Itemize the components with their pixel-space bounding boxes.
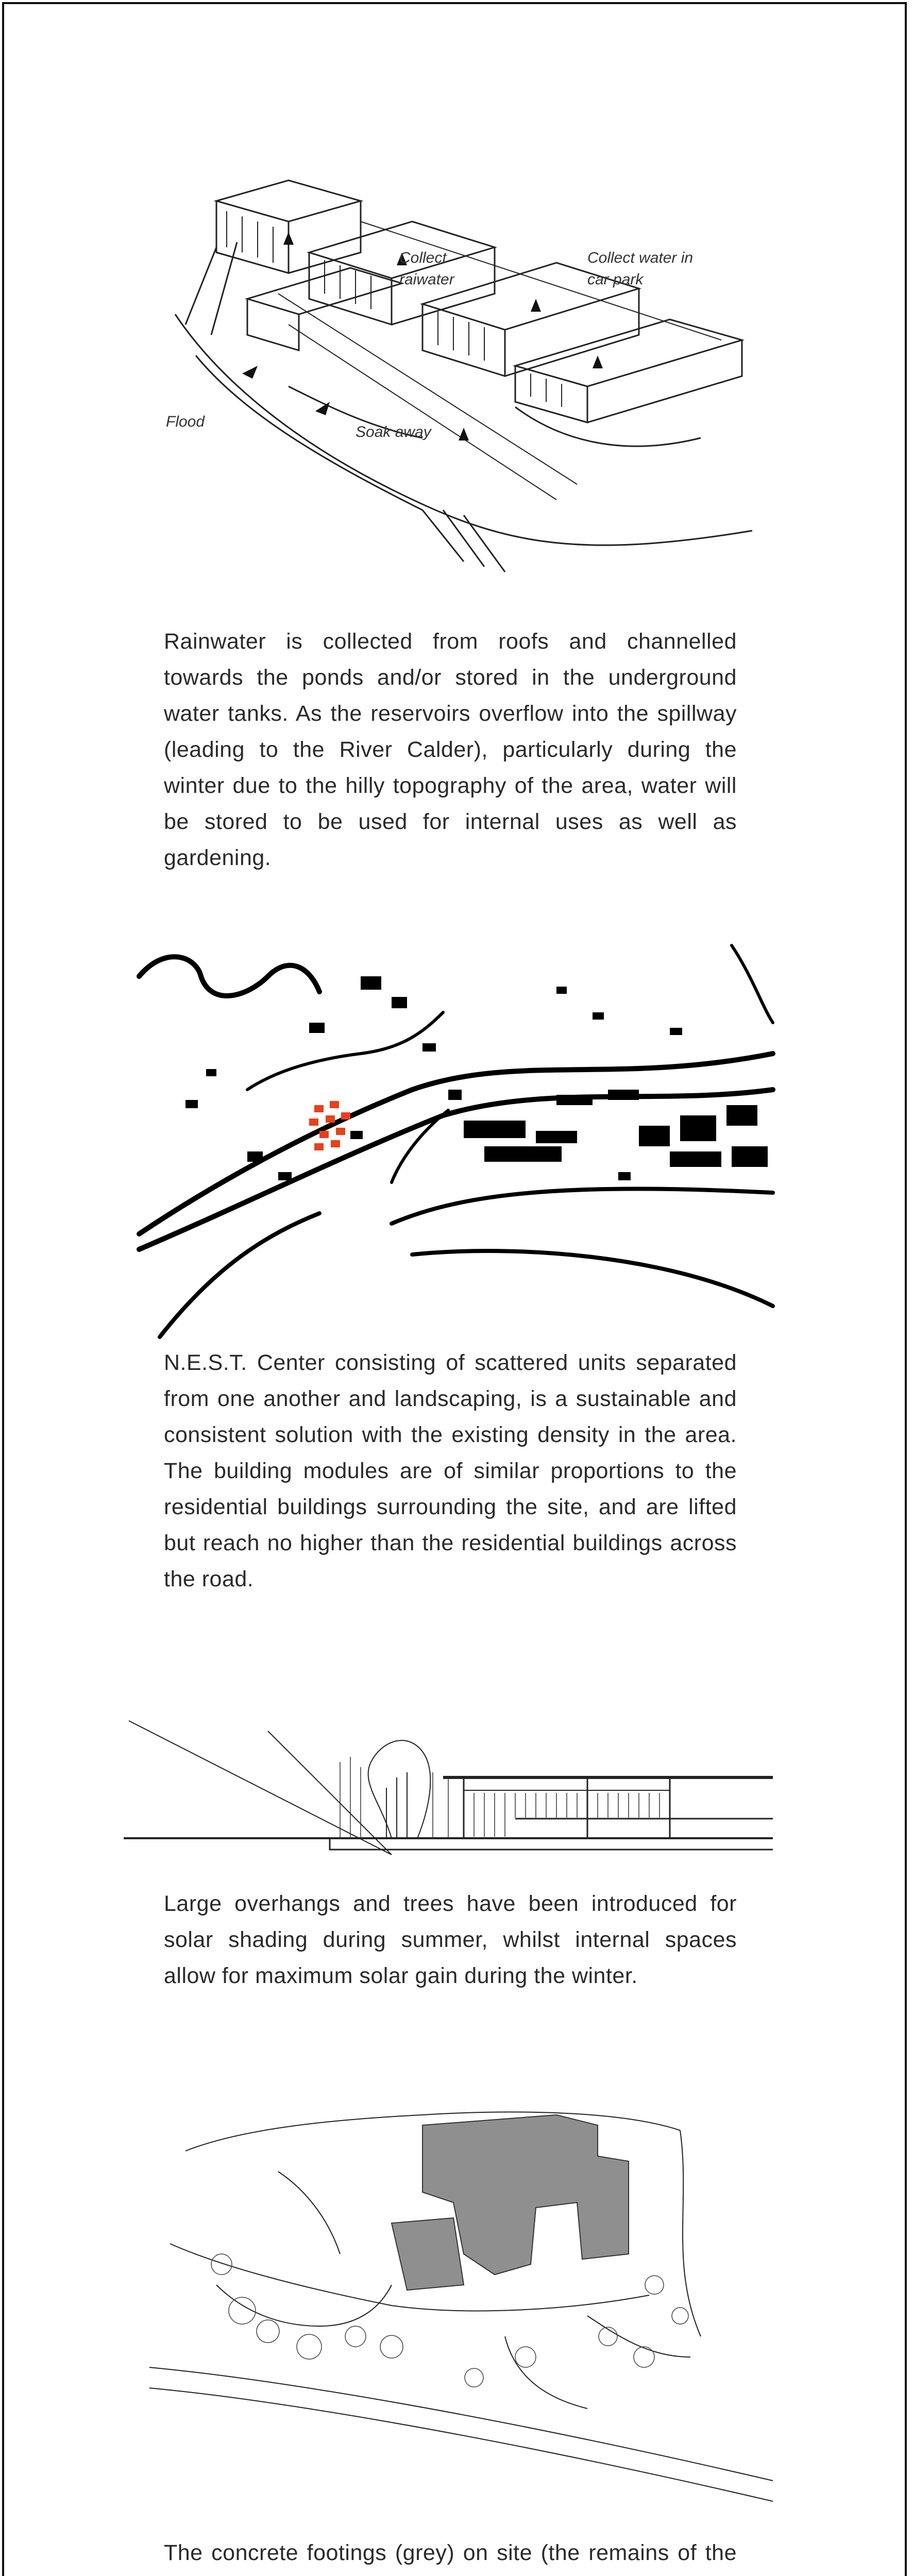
paragraph-nest: N.E.S.T. Center consisting of scattered units separated from one another and landscaping, is a sustainable and consistent solution with the existing density in the area. The building modules are of similar proportions to the residential buildings surrounding the site, and are lifted but reach no higher than the residential buildings across the road. — [164, 1350, 737, 1591]
paragraph-footings: The concrete footings (grey) on site (the remains of the — [164, 2540, 737, 2565]
figure-ground-map — [0, 935, 913, 1342]
site-plan-diagram — [0, 935, 913, 1342]
label-collect-rainwater-1: Collect — [399, 249, 447, 266]
label-soak-away: Soak away — [356, 423, 431, 440]
section-shading-diagram — [0, 1700, 913, 1875]
section-drawing — [0, 1700, 913, 1875]
paragraph-rainwater: Rainwater is collected from roofs and channelled towards the ponds and/or stored in the underground water tanks. As the reservoirs overflow into the spillway (leading to the River Calder), particularly during the winter due to the hilly topography of the area, water will be stored to be used for internal uses as well as gardening. — [164, 629, 737, 870]
label-collect-carpark-1: Collect water in — [587, 249, 694, 266]
paragraph-overhangs: Large overhangs and trees have been introduced for solar shading during summer, whilst internal spaces allow for maximum solar gain during the winter. — [164, 1891, 737, 1988]
footings-site-plan — [0, 2069, 913, 2527]
footings-plan-drawing — [0, 2069, 913, 2527]
water-collection-diagram — [0, 170, 913, 603]
label-collect-rainwater-2: raiwater — [399, 271, 454, 288]
water-axonometric-drawing — [0, 170, 913, 603]
label-flood: Flood — [166, 413, 205, 430]
label-collect-carpark-2: car park — [587, 271, 644, 288]
